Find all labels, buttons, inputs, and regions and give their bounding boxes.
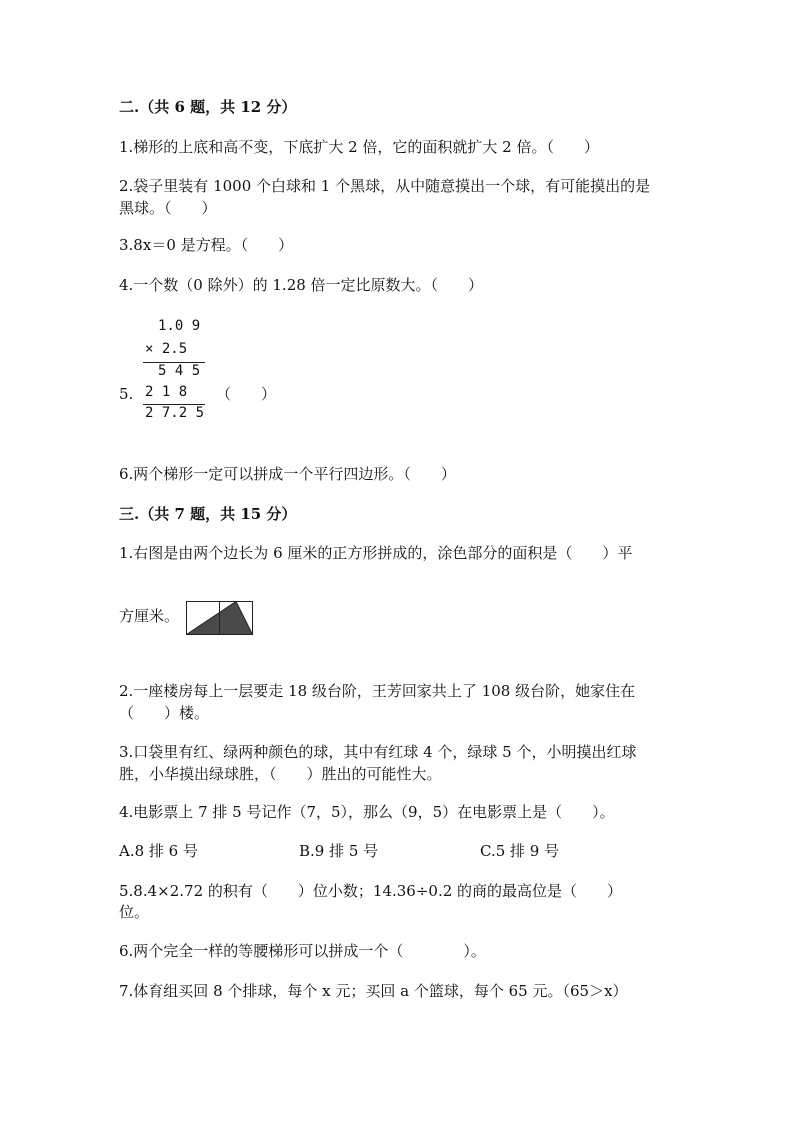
two-squares-figure (186, 601, 253, 636)
s3-question-1-line-1: 1.右图是由两个边长为 6 厘米的正方形拼成的，涂色部分的面积是（ ）平 (119, 544, 633, 562)
s2-question-4: 4.一个数（0 除外）的 1.28 倍一定比原数大。（ ） (119, 276, 484, 294)
section-3-heading: 三.（共 7 题，共 15 分） (119, 505, 297, 523)
s2-question-6: 6.两个梯形一定可以拼成一个平行四边形。（ ） (119, 465, 456, 483)
s2-question-2-line-2: 黑球。（ ） (119, 199, 217, 217)
option-b: B.9 排 5 号 (299, 842, 379, 860)
s3-question-5-line-2: 位。 (119, 903, 150, 921)
s3-question-4: 4.电影票上 7 排 5 号记作（7，5），那么（9，5）在电影票上是（ ）。 (119, 803, 615, 821)
s2-question-2-line-1: 2.袋子里装有 1000 个白球和 1 个黑球，从中随意摸出一个球，有可能摸出的是 (119, 177, 651, 195)
s2-question-5-number: 5. (119, 385, 134, 403)
s2-question-1: 1.梯形的上底和高不变，下底扩大 2 倍，它的面积就扩大 2 倍。（ ） (119, 138, 599, 156)
option-a: A.8 排 6 号 (119, 842, 198, 860)
s3-question-6: 6.两个完全一样的等腰梯形可以拼成一个（ ）。 (119, 942, 486, 960)
s3-question-2-line-2: （ ）楼。 (119, 704, 210, 722)
s3-question-5-line-1: 5.8.4×2.72 的积有（ ）位小数；14.36÷0.2 的商的最高位是（ ） (119, 882, 623, 900)
mult-row-5: 2 7.2 5 (145, 405, 205, 421)
s3-question-1-line-2: 方厘米。 (119, 607, 180, 625)
mult-row-1: 1.0 9 (158, 318, 201, 334)
option-c: C.5 排 9 号 (480, 842, 560, 860)
s3-question-7: 7.体育组买回 8 个排球，每个 x 元；买回 a 个篮球，每个 65 元。（65＞x） (119, 982, 628, 1000)
s2-question-3: 3.8x＝0 是方程。（ ） (119, 236, 294, 254)
s3-question-3-line-1: 3.口袋里有红、绿两种颜色的球，其中有红球 4 个，绿球 5 个，小明摸出红球 (119, 743, 637, 761)
mult-row-2: × 2.5 (145, 341, 188, 357)
section-2-heading: 二.（共 6 题，共 12 分） (119, 98, 297, 116)
s3-question-3-line-2: 胜，小华摸出绿球胜，（ ）胜出的可能性大。 (119, 765, 442, 783)
s3-question-2-line-1: 2.一座楼房每上一层要走 18 级台阶，王芳回家共上了 108 级台阶，她家住在 (119, 682, 636, 700)
s2-question-5-answer: （ ） (216, 385, 277, 403)
mult-row-3: 5 4 5 (158, 363, 201, 379)
mult-row-4: 2 1 8 (145, 384, 188, 400)
